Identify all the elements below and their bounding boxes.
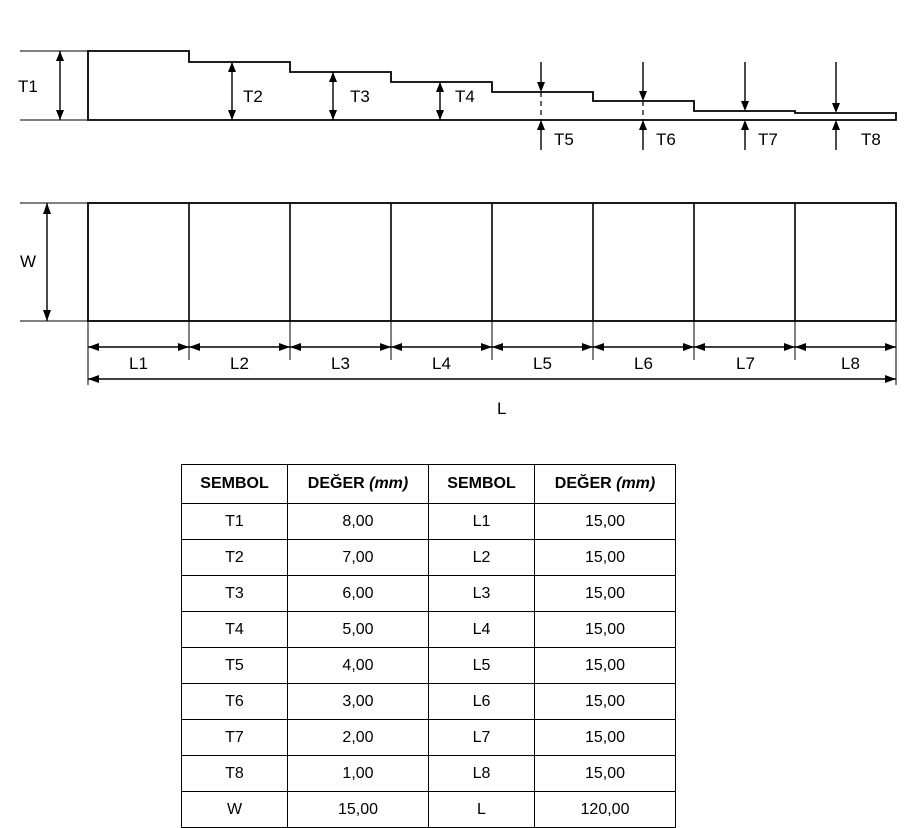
label-t3: T3 xyxy=(350,87,370,106)
cell-value-1: 3,00 xyxy=(288,684,429,720)
cell-value-1: 2,00 xyxy=(288,720,429,756)
table-row xyxy=(182,504,676,540)
cell-symbol-1: T5 xyxy=(182,648,288,684)
header-value-1: DEĞER (mm) xyxy=(288,465,429,504)
cell-symbol-2: L7 xyxy=(429,720,535,756)
cell-value-2: 15,00 xyxy=(535,648,676,684)
cell-symbol-1: T7 xyxy=(182,720,288,756)
table-row xyxy=(182,792,676,828)
t5-arrow-up xyxy=(537,120,545,130)
cell-value-2: 15,00 xyxy=(535,756,676,792)
label-l1: L1 xyxy=(129,354,148,373)
label-t6: T6 xyxy=(656,130,676,149)
cell-symbol-2: L5 xyxy=(429,648,535,684)
cell-symbol-2: L3 xyxy=(429,576,535,612)
cell-symbol-1: W xyxy=(182,792,288,828)
cell-value-2: 15,00 xyxy=(535,612,676,648)
cell-symbol-1: T8 xyxy=(182,756,288,792)
cell-symbol-1: T2 xyxy=(182,540,288,576)
t1-arrow-down xyxy=(56,110,64,120)
cell-value-1: 8,00 xyxy=(288,504,429,540)
t4-arrow-up xyxy=(436,82,444,92)
table-row xyxy=(182,756,676,792)
header-unit-2: (mm) xyxy=(616,475,656,492)
label-w: W xyxy=(20,252,37,271)
label-l-overall: L xyxy=(497,399,507,418)
table-row xyxy=(182,612,676,648)
t6-arrow-up xyxy=(639,120,647,130)
t5-arrow-down xyxy=(537,82,545,92)
cell-value-1: 6,00 xyxy=(288,576,429,612)
table-header-row xyxy=(182,465,676,504)
cell-value-2: 120,00 xyxy=(535,792,676,828)
cell-value-1: 4,00 xyxy=(288,648,429,684)
table-row xyxy=(182,684,676,720)
table-row xyxy=(182,720,676,756)
t8-arrow-up xyxy=(832,120,840,130)
cell-value-1: 1,00 xyxy=(288,756,429,792)
cell-symbol-1: T4 xyxy=(182,612,288,648)
label-t1: T1 xyxy=(18,77,38,96)
label-l6: L6 xyxy=(634,354,653,373)
overall-arrow-left xyxy=(88,375,99,383)
label-l4: L4 xyxy=(432,354,451,373)
t6-arrow-down xyxy=(639,91,647,101)
cell-symbol-2: L xyxy=(429,792,535,828)
overall-arrow-right xyxy=(885,375,896,383)
table-row xyxy=(182,648,676,684)
cell-symbol-2: L8 xyxy=(429,756,535,792)
cell-value-2: 15,00 xyxy=(535,684,676,720)
w-arrow-up xyxy=(43,203,51,214)
label-l2: L2 xyxy=(230,354,249,373)
cell-value-1: 7,00 xyxy=(288,540,429,576)
cell-value-2: 15,00 xyxy=(535,720,676,756)
table-row xyxy=(182,540,676,576)
header-symbol-2: SEMBOL xyxy=(429,465,535,504)
cell-symbol-1: T3 xyxy=(182,576,288,612)
t2-arrow-down xyxy=(228,110,236,120)
stepped-profile-outline xyxy=(88,51,896,120)
t3-arrow-up xyxy=(329,72,337,82)
t3-arrow-down xyxy=(329,110,337,120)
label-t4: T4 xyxy=(455,87,475,106)
cell-symbol-2: L1 xyxy=(429,504,535,540)
w-arrow-down xyxy=(43,310,51,321)
label-l7: L7 xyxy=(736,354,755,373)
header-unit-1: (mm) xyxy=(369,475,409,492)
cell-symbol-1: T6 xyxy=(182,684,288,720)
table-row xyxy=(182,576,676,612)
label-t7: T7 xyxy=(758,130,778,149)
cell-symbol-2: L6 xyxy=(429,684,535,720)
header-value-2: DEĞER (mm) xyxy=(535,465,676,504)
cell-value-1: 15,00 xyxy=(288,792,429,828)
cell-value-1: 5,00 xyxy=(288,612,429,648)
label-l5: L5 xyxy=(533,354,552,373)
cell-value-2: 15,00 xyxy=(535,576,676,612)
t7-arrow-up xyxy=(741,120,749,130)
cell-symbol-2: L4 xyxy=(429,612,535,648)
label-l8: L8 xyxy=(841,354,860,373)
dimensions-table xyxy=(181,464,676,828)
cell-value-2: 15,00 xyxy=(535,504,676,540)
label-t5: T5 xyxy=(554,130,574,149)
t1-arrow-up xyxy=(56,51,64,61)
t2-arrow-up xyxy=(228,62,236,72)
cell-symbol-2: L2 xyxy=(429,540,535,576)
t7-arrow-down xyxy=(741,101,749,111)
t8-arrow-down xyxy=(832,103,840,113)
label-t2: T2 xyxy=(243,87,263,106)
cell-value-2: 15,00 xyxy=(535,540,676,576)
label-l3: L3 xyxy=(331,354,350,373)
cell-symbol-1: T1 xyxy=(182,504,288,540)
header-symbol-1: SEMBOL xyxy=(182,465,288,504)
label-t8: T8 xyxy=(861,130,881,149)
t4-arrow-down xyxy=(436,110,444,120)
